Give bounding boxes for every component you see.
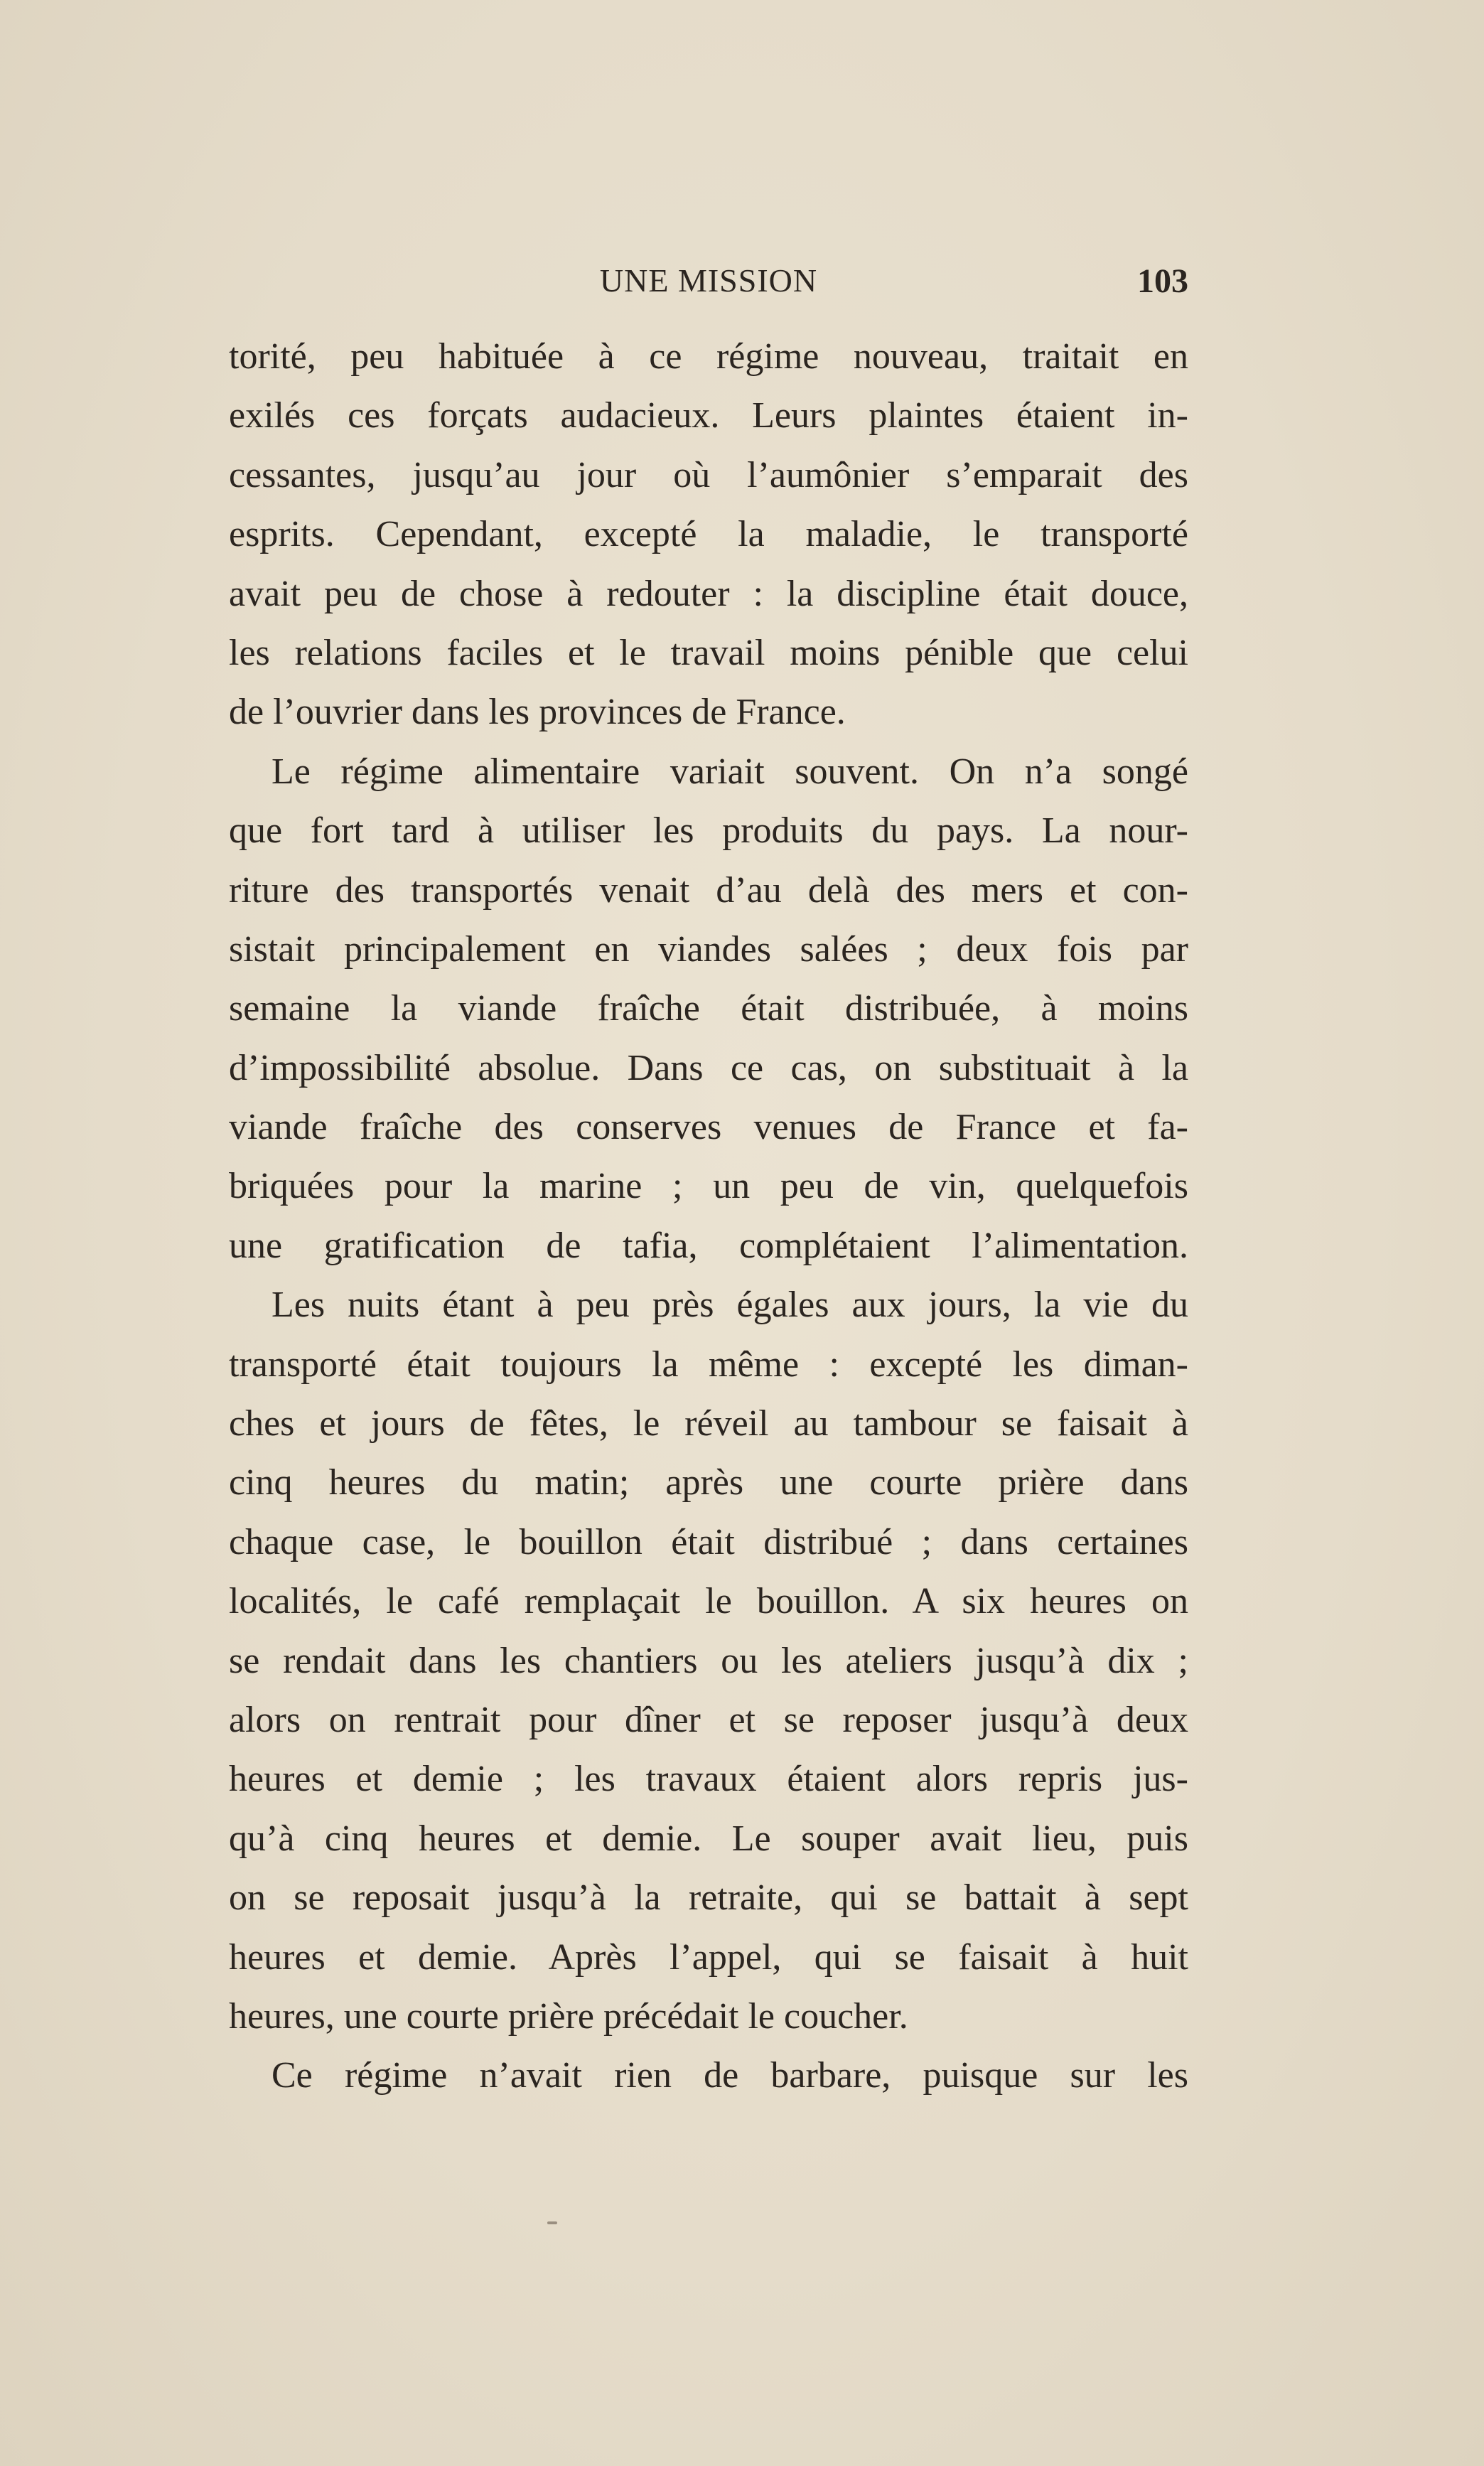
text-line: alors on rentrait pour dîner et se reposer jusqu’à deux [229, 1699, 1188, 1740]
text-line: d’impossibilité absolue. Dans ce cas, on substituait à la [229, 1047, 1188, 1088]
paragraph-start-line: Les nuits étant à peu près égales aux jours, la vie du [271, 1285, 1188, 1326]
text-line: viande fraîche des conserves venues de France et fa- [229, 1107, 1188, 1148]
text-line: esprits. Cependant, excepté la maladie, le transporté [229, 514, 1188, 555]
text-line: une gratification de tafia, complétaient l’alimentation. [229, 1225, 1188, 1266]
running-title: UNE MISSION [599, 262, 818, 299]
text-line: que fort tard à utiliser les produits du pays. La nour- [229, 810, 1188, 852]
text-line: on se reposait jusqu’à la retraite, qui se battait à sept [229, 1877, 1188, 1919]
text-line: transporté était toujours la même : excepté les diman- [229, 1344, 1188, 1385]
text-line: se rendait dans les chantiers ou les ateliers jusqu’à dix ; [229, 1640, 1188, 1681]
text-line: cinq heures du matin; après une courte prière dans [229, 1462, 1188, 1503]
text-line: torité, peu habituée à ce régime nouveau, traitait en [229, 336, 1188, 377]
text-line: heures et demie. Après l’appel, qui se faisait à huit [229, 1936, 1188, 1978]
text-line: heures et demie ; les travaux étaient alors repris jus- [229, 1759, 1188, 1800]
text-line: ches et jours de fêtes, le réveil au tambour se faisait à [229, 1403, 1188, 1444]
text-line: sistait principalement en viandes salées ; deux fois par [229, 928, 1188, 970]
text-line: localités, le café remplaçait le bouillon. A six heures on [229, 1581, 1188, 1622]
text-line: qu’à cinq heures et demie. Le souper avait lieu, puis [229, 1818, 1188, 1859]
paragraph-start-line: Le régime alimentaire variait souvent. On n’a songé [271, 751, 1188, 792]
page-number: 103 [1137, 262, 1188, 300]
body-text [229, 327, 1188, 2106]
text-line: avait peu de chose à redouter : la discipline était douce, [229, 573, 1188, 614]
paper-speck [547, 2221, 557, 2224]
text-line: heures, une courte prière précédait le coucher. [229, 1995, 908, 2037]
page-header [229, 262, 1188, 311]
text-line: semaine la viande fraîche était distribuée, à moins [229, 988, 1188, 1029]
text-line: de l’ouvrier dans les provinces de France. [229, 692, 846, 733]
text-line: briquées pour la marine ; un peu de vin, quelquefois [229, 1166, 1188, 1207]
text-line: riture des transportés venait d’au delà des mers et con- [229, 869, 1188, 911]
text-line: chaque case, le bouillon était distribué ; dans certaines [229, 1521, 1188, 1562]
text-line: exilés ces forçats audacieux. Leurs plaintes étaient in- [229, 395, 1188, 436]
paragraph-start-line: Ce régime n’avait rien de barbare, puisque sur les [271, 2055, 1188, 2096]
text-line: les relations faciles et le travail moins pénible que celui [229, 632, 1188, 673]
text-line: cessantes, jusqu’au jour où l’aumônier s’emparait des [229, 454, 1188, 495]
